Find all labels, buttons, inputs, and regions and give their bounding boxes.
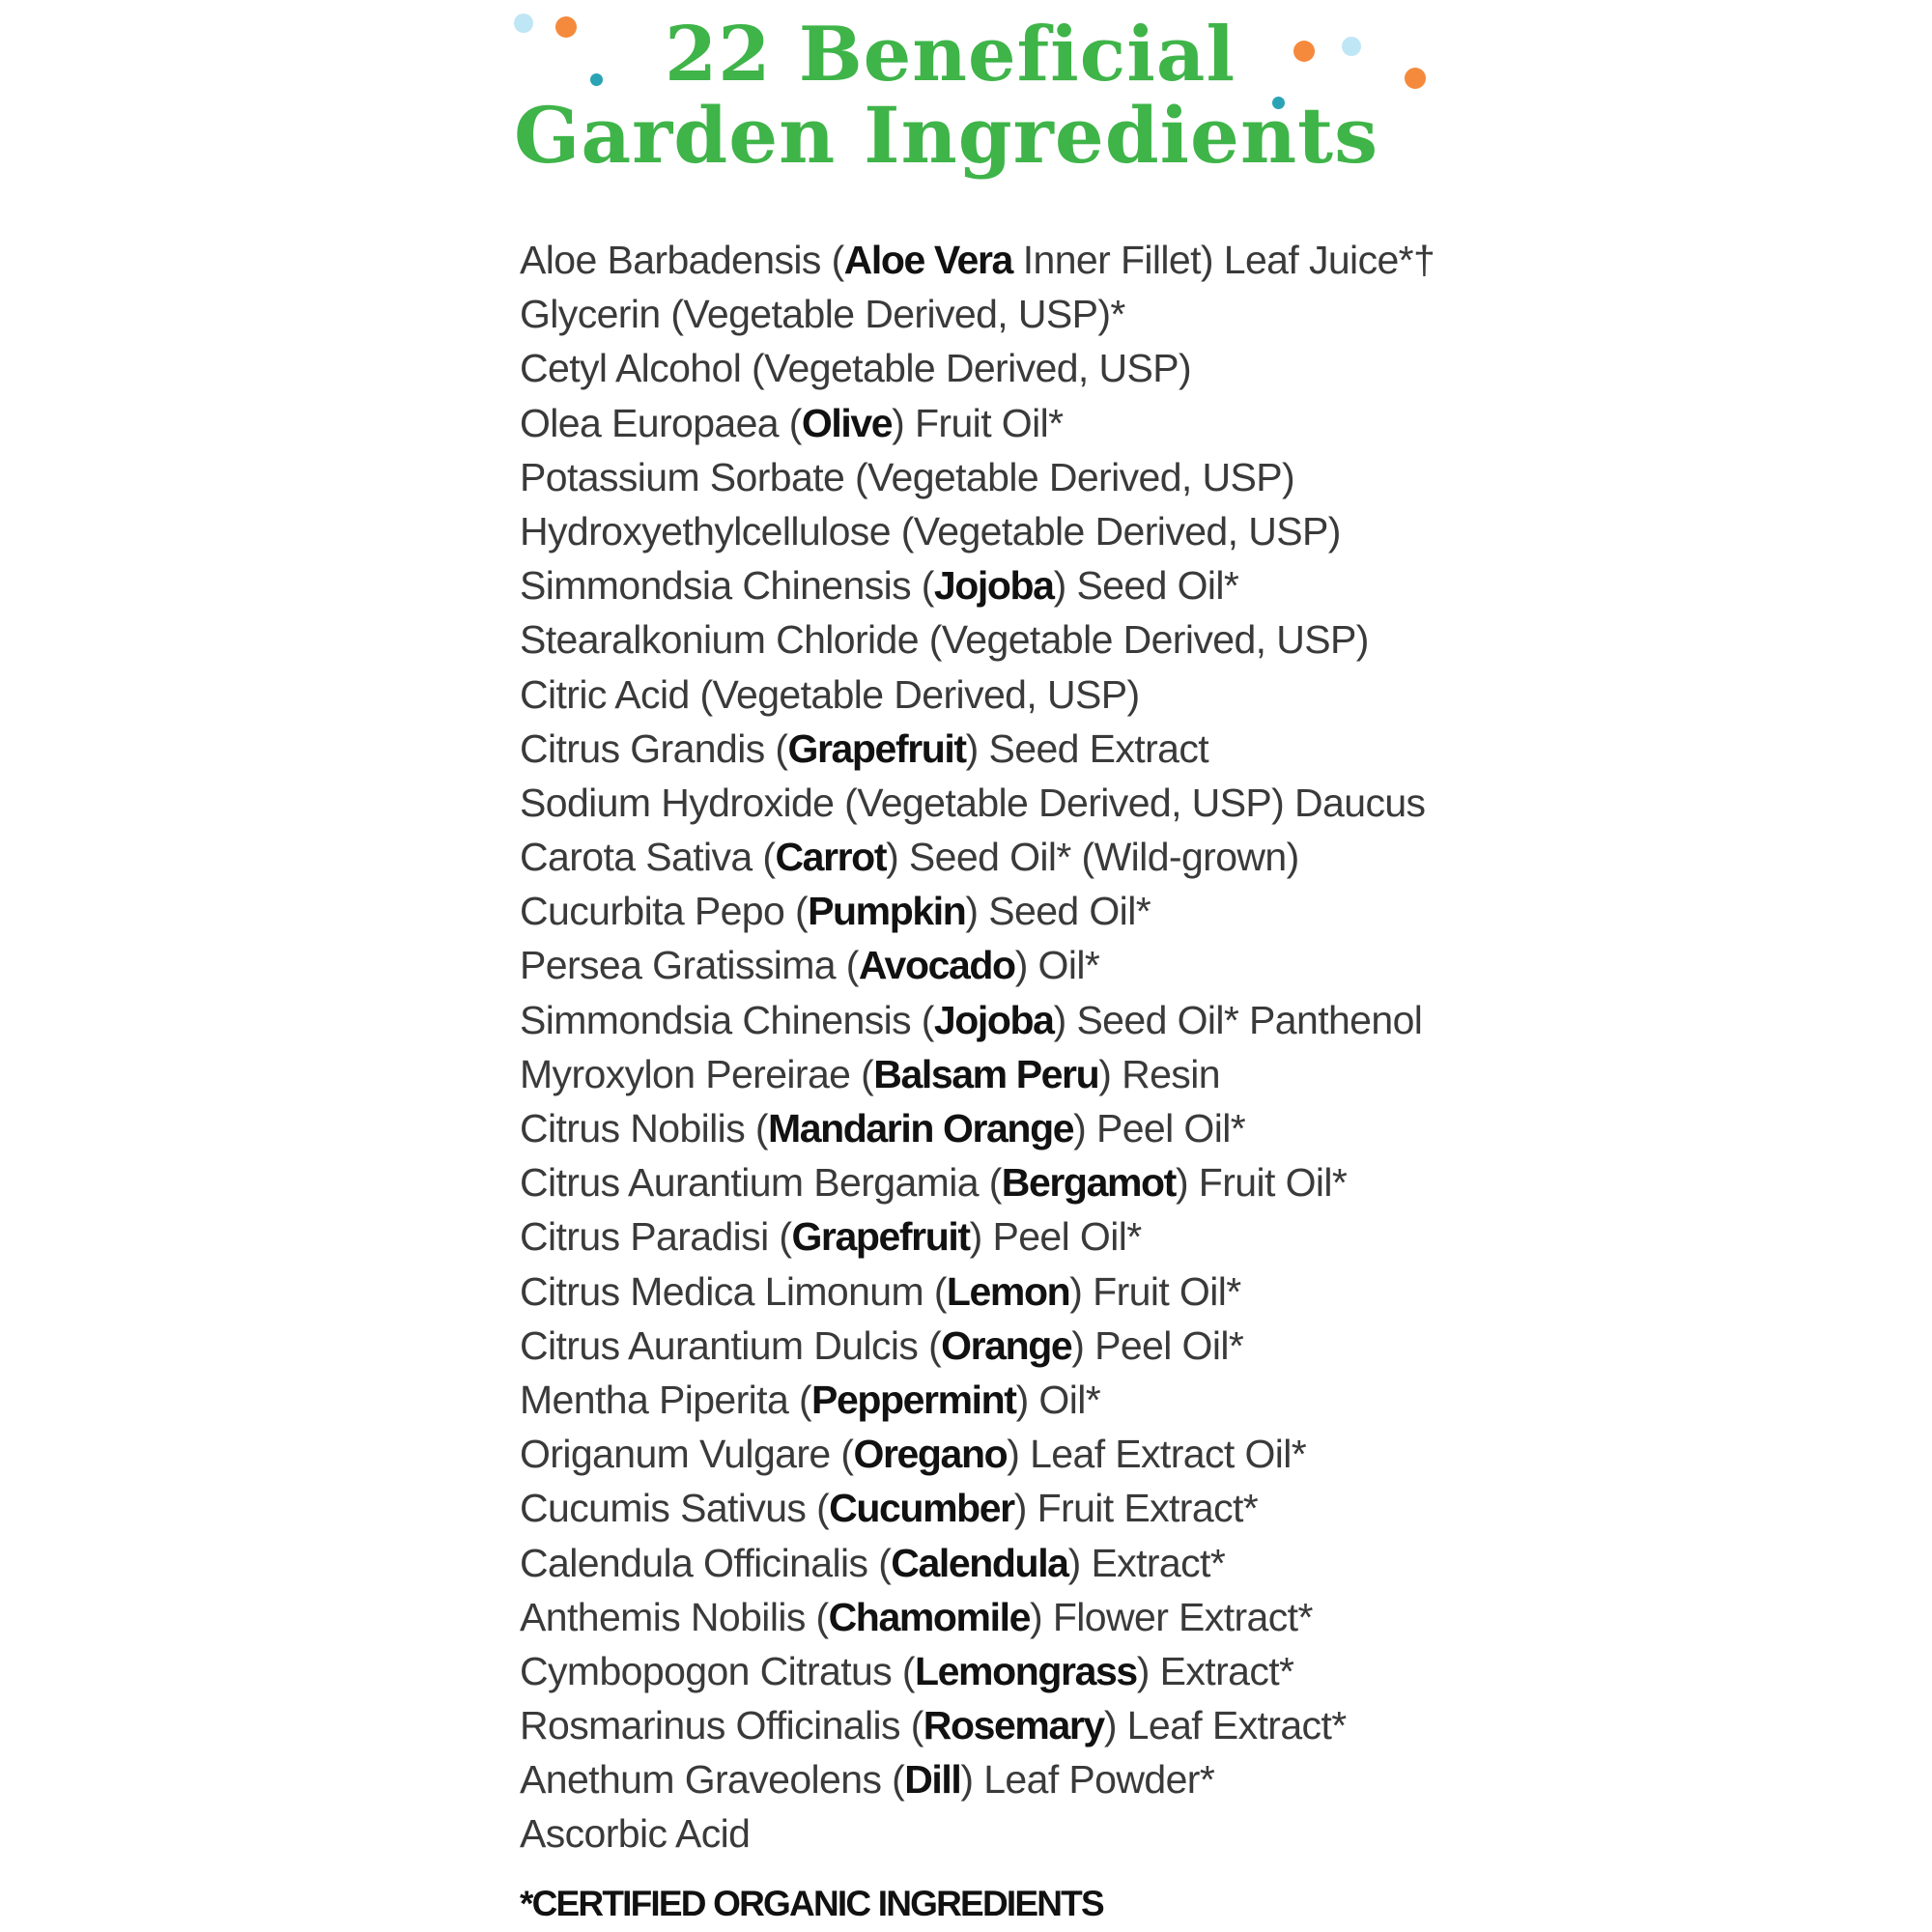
ingredient-name: Aloe Barbadensis (: [520, 238, 844, 282]
ingredient-common-name: Carrot: [775, 835, 887, 880]
ingredient-common-name: Oregano: [853, 1432, 1008, 1477]
ingredient-common-name: Lemon: [946, 1268, 1070, 1314]
ingredient-common-name: Cucumber: [829, 1486, 1014, 1531]
ingredient-detail: ) Fruit Extract*: [1013, 1486, 1259, 1531]
ingredient-name: Citrus Nobilis (: [520, 1106, 768, 1151]
ingredient-detail: ) Seed Extract: [965, 725, 1209, 771]
ingredient-detail: ) Peel Oil*: [969, 1214, 1142, 1260]
ingredient-detail: ) Seed Oil* Panthenol: [1053, 997, 1423, 1042]
ingredient-name: Cucumis Sativus (: [520, 1486, 830, 1531]
ingredient-detail: Inner Fillet) Leaf Juice*†: [1011, 238, 1435, 282]
ingredient-common-name: Peppermint: [811, 1377, 1016, 1422]
ingredient-common-name: Pumpkin: [808, 889, 966, 934]
ingredient-item: [520, 612, 1435, 667]
confetti-dot-teal: [590, 73, 603, 86]
ingredient-name: Anethum Graveolens (: [520, 1757, 905, 1803]
page-title-line-2: Garden Ingredients: [514, 90, 1379, 181]
ingredient-name: Simmondsia Chinensis (: [520, 997, 934, 1042]
ingredient-name: Cetyl Alcohol (Vegetable Derived, USP): [520, 346, 1192, 391]
confetti-dot-lightblue: [514, 14, 533, 33]
ingredient-item: [520, 1590, 1435, 1644]
ingredient-name: Mentha Piperita (: [520, 1377, 812, 1422]
ingredient-common-name: Aloe Vera: [843, 238, 1012, 282]
ingredient-detail: ) Peel Oil*: [1073, 1106, 1246, 1151]
ingredient-item: [520, 1264, 1435, 1319]
ingredient-item: [520, 341, 1435, 395]
ingredient-common-name: Calendula: [891, 1540, 1068, 1585]
ingredient-item: [520, 1536, 1435, 1590]
ingredient-name: Stearalkonium Chloride (Vegetable Derived, USP): [520, 617, 1369, 663]
page-title-line-1: 22 Beneficial: [665, 11, 1236, 99]
ingredient-item: [520, 1155, 1435, 1209]
ingredient-list: [520, 233, 1435, 1861]
ingredient-item: [520, 558, 1435, 612]
ingredient-common-name: Olive: [801, 400, 893, 445]
ingredient-common-name: Rosemary: [923, 1703, 1104, 1748]
ingredient-detail: ) Seed Oil*: [1053, 563, 1239, 609]
ingredient-detail: ) Fruit Oil*: [892, 400, 1064, 445]
ingredient-name: Citric Acid (Vegetable Derived, USP): [520, 671, 1140, 717]
ingredient-name: Myroxylon Pereirae (: [520, 1051, 874, 1096]
ingredient-detail: ) Extract*: [1136, 1648, 1294, 1693]
ingredient-common-name: Balsam Peru: [873, 1051, 1099, 1096]
ingredient-detail: ) Flower Extract*: [1030, 1594, 1313, 1639]
ingredient-name: Persea Gratissima (: [520, 943, 859, 988]
ingredient-common-name: Chamomile: [828, 1594, 1030, 1639]
ingredient-name: Cymbopogon Citratus (: [520, 1648, 915, 1693]
ingredient-name: Calendula Officinalis (: [520, 1540, 892, 1585]
ingredient-item: [520, 830, 1435, 884]
ingredient-item: [520, 396, 1435, 450]
ingredient-item: [520, 1319, 1435, 1373]
ingredient-item: [520, 1209, 1435, 1264]
ingredient-item: [520, 233, 1435, 287]
ingredient-detail: ) Resin: [1098, 1051, 1220, 1096]
ingredient-common-name: Jojoba: [933, 563, 1054, 609]
ingredient-name: Simmondsia Chinensis (: [520, 563, 934, 609]
ingredient-item: [520, 287, 1435, 341]
ingredient-common-name: Orange: [941, 1322, 1072, 1368]
ingredient-name: Citrus Paradisi (: [520, 1214, 792, 1260]
ingredient-name: Carota Sativa (: [520, 835, 776, 880]
ingredient-common-name: Bergamot: [1001, 1160, 1176, 1206]
ingredient-item: [520, 1644, 1435, 1698]
organic-footnote: *CERTIFIED ORGANIC INGREDIENTS: [520, 1884, 1103, 1923]
ingredient-detail: ) Seed Oil* (Wild-grown): [886, 835, 1299, 880]
ingredient-name: Hydroxyethylcellulose (Vegetable Derived, USP): [520, 508, 1341, 554]
ingredient-common-name: Avocado: [858, 943, 1015, 988]
ingredient-item: [520, 1698, 1435, 1752]
ingredient-name: Potassium Sorbate (Vegetable Derived, USP): [520, 454, 1295, 499]
ingredient-common-name: Mandarin Orange: [767, 1106, 1074, 1151]
ingredient-item: [520, 1806, 1435, 1861]
ingredient-detail: ) Seed Oil*: [965, 889, 1151, 934]
ingredient-item: [520, 938, 1435, 992]
ingredient-detail: ) Leaf Powder*: [960, 1757, 1215, 1803]
ingredient-common-name: Lemongrass: [914, 1648, 1137, 1693]
ingredient-common-name: Jojoba: [933, 997, 1054, 1042]
ingredient-item: [520, 668, 1435, 722]
ingredient-item: [520, 450, 1435, 504]
ingredient-detail: ) Leaf Extract Oil*: [1007, 1432, 1307, 1477]
ingredient-detail: ) Fruit Oil*: [1069, 1268, 1241, 1314]
ingredient-item: [520, 1481, 1435, 1535]
ingredient-name: Rosmarinus Officinalis (: [520, 1703, 923, 1748]
ingredient-detail: ) Extract*: [1067, 1540, 1226, 1585]
ingredient-item: [520, 1047, 1435, 1101]
ingredient-item: [520, 722, 1435, 776]
ingredient-item: [520, 1427, 1435, 1481]
ingredient-item: [520, 504, 1435, 558]
ingredient-detail: ) Fruit Oil*: [1175, 1160, 1348, 1206]
ingredient-name: Ascorbic Acid: [520, 1811, 751, 1857]
ingredient-item: [520, 1752, 1435, 1806]
ingredient-name: Citrus Aurantium Bergamia (: [520, 1160, 1002, 1206]
ingredient-detail: ) Peel Oil*: [1071, 1322, 1244, 1368]
ingredient-common-name: Dill: [904, 1757, 961, 1803]
ingredient-detail: ) Oil*: [1015, 1377, 1101, 1422]
ingredient-name: Cucurbita Pepo (: [520, 889, 809, 934]
ingredient-detail: ) Oil*: [1014, 943, 1100, 988]
ingredient-name: Origanum Vulgare (: [520, 1432, 854, 1477]
ingredient-name: Anthemis Nobilis (: [520, 1594, 829, 1639]
ingredient-detail: ) Leaf Extract*: [1103, 1703, 1347, 1748]
ingredient-name: Citrus Grandis (: [520, 725, 788, 771]
ingredient-name: Olea Europaea (: [520, 400, 802, 445]
confetti-dot-orange: [555, 16, 577, 38]
ingredient-name: Citrus Medica Limonum (: [520, 1268, 947, 1314]
ingredient-name: Glycerin (Vegetable Derived, USP)*: [520, 292, 1125, 337]
ingredient-name: Citrus Aurantium Dulcis (: [520, 1322, 942, 1368]
ingredient-item: [520, 993, 1435, 1047]
ingredient-common-name: Grapefruit: [787, 725, 966, 771]
ingredient-common-name: Grapefruit: [791, 1214, 970, 1260]
ingredient-item: [520, 776, 1435, 830]
ingredient-item: [520, 1373, 1435, 1427]
ingredient-item: [520, 1101, 1435, 1155]
ingredient-item: [520, 884, 1435, 938]
ingredient-name: Sodium Hydroxide (Vegetable Derived, USP) Daucus: [520, 780, 1426, 825]
